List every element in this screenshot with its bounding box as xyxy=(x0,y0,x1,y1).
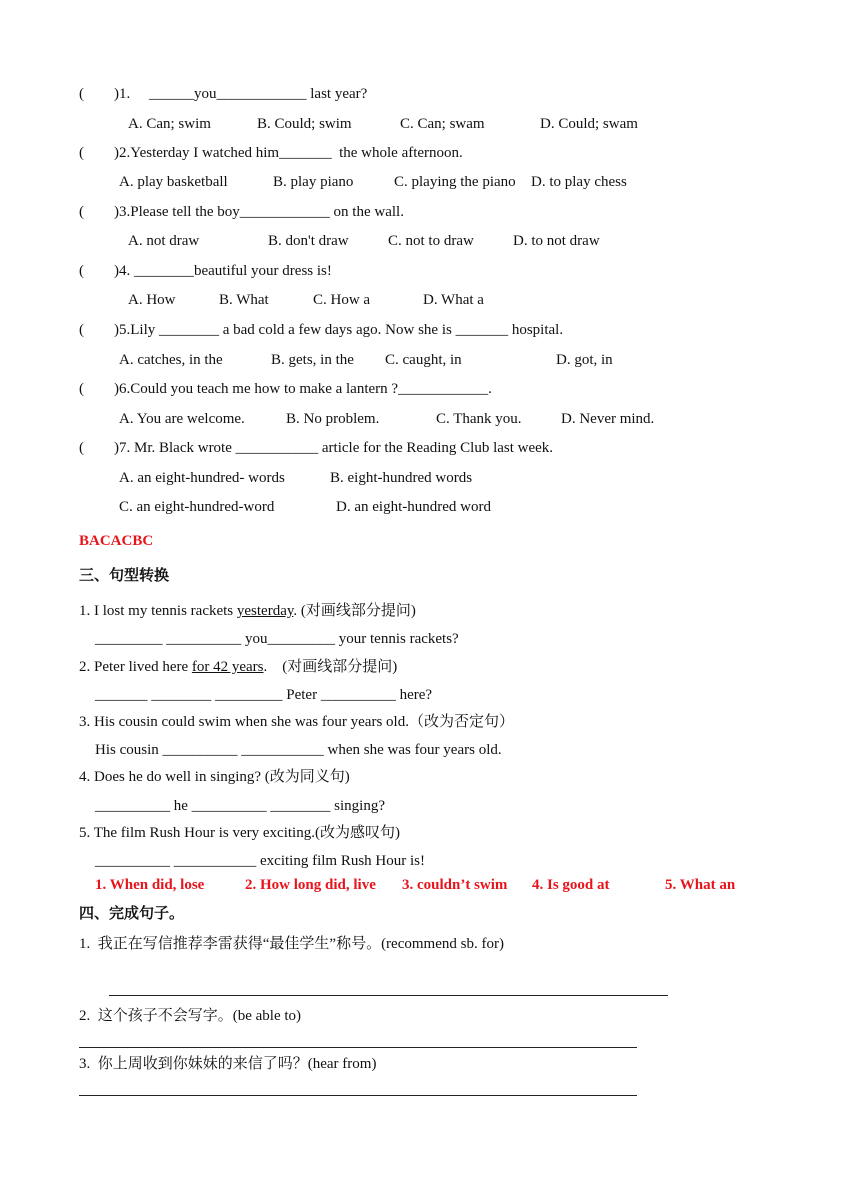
s3-2-pre: 2. Peter lived here xyxy=(79,659,192,675)
q7-option-a: A. an eight-hundred- words xyxy=(119,470,285,486)
s3-sentence-1 xyxy=(79,601,416,621)
s3-sentence-2 xyxy=(79,657,397,677)
q7-option-d: D. an eight-hundred word xyxy=(336,499,491,515)
q2-option-b: B. play piano xyxy=(273,174,354,190)
s3-answer-1: 1. When did, lose xyxy=(95,877,205,893)
q6-option-c: C. Thank you. xyxy=(436,411,522,427)
s3-fill-3: His cousin __________ ___________ when she was four years old. xyxy=(95,742,502,758)
s3-2-underlined: for 42 years xyxy=(191,659,264,675)
q4-option-c: C. How a xyxy=(313,292,371,308)
question-1-stem: ( )1. ______you____________ last year? xyxy=(79,86,368,102)
q6-option-b: B. No problem. xyxy=(286,411,380,427)
q7-option-c: C. an eight-hundred-word xyxy=(119,499,275,515)
s4-answer-line-2 xyxy=(79,1047,637,1048)
s4-answer-line-1 xyxy=(109,995,668,996)
q5-option-a: A. catches, in the xyxy=(119,352,223,368)
s3-answer-4: 4. Is good at xyxy=(532,877,610,893)
q1-option-b: B. Could; swim xyxy=(257,116,352,132)
s3-sentence-5: 5. The film Rush Hour is very exciting.(改为感叹句) xyxy=(79,825,400,841)
question-3-stem: ( )3.Please tell the boy____________ on the wall. xyxy=(79,204,404,220)
question-6-stem: ( )6.Could you teach me how to make a lantern ?____________. xyxy=(79,381,492,397)
q6-option-d: D. Never mind. xyxy=(561,411,655,427)
q5-option-d: D. got, in xyxy=(556,352,613,368)
s3-fill-5: __________ ___________ exciting film Rush Hour is! xyxy=(95,853,425,869)
s3-1-post: . (对画线部分提问) xyxy=(293,603,416,619)
q1-option-d: D. Could; swam xyxy=(540,116,638,132)
section-4-title: 四、完成句子。 xyxy=(79,906,185,922)
s4-question-3: 3. 你上周收到你妹妹的来信了吗？(hear from) xyxy=(79,1056,377,1072)
s3-fill-1: _________ __________ you_________ your tennis rackets? xyxy=(95,631,459,647)
question-4-stem: ( )4. ________beautiful your dress is! xyxy=(79,263,332,279)
q1-option-c: C. Can; swam xyxy=(400,116,485,132)
q1-option-a: A. Can; swim xyxy=(128,116,211,132)
question-5-stem: ( )5.Lily ________ a bad cold a few days ago. Now she is _______ hospital. xyxy=(79,322,564,338)
s3-answer-3: 3. couldn’t swim xyxy=(402,877,508,893)
mc-answer-key: BACACBC xyxy=(79,533,154,549)
s3-2-post: . (对画线部分提问) xyxy=(263,659,398,675)
q4-option-d: D. What a xyxy=(423,292,484,308)
q3-option-c: C. not to draw xyxy=(388,233,474,249)
s3-1-underlined: yesterday xyxy=(236,603,294,619)
s4-question-1: 1. 我正在写信推荐李雷获得“最佳学生”称号。(recommend sb. for) xyxy=(79,936,504,952)
q2-option-c: C. playing the piano xyxy=(394,174,516,190)
question-2-stem: ( )2.Yesterday I watched him_______ the whole afternoon. xyxy=(79,145,463,161)
s3-1-pre: 1. I lost my tennis rackets xyxy=(79,603,237,619)
s3-sentence-3: 3. His cousin could swim when she was four years old.（改为否定句） xyxy=(79,714,514,730)
q2-option-a: A. play basketball xyxy=(119,174,228,190)
q4-option-b: B. What xyxy=(219,292,269,308)
q3-option-d: D. to not draw xyxy=(513,233,600,249)
q6-option-a: A. You are welcome. xyxy=(119,411,245,427)
q5-option-c: C. caught, in xyxy=(385,352,462,368)
q2-option-d: D. to play chess xyxy=(531,174,627,190)
q3-option-b: B. don't draw xyxy=(268,233,349,249)
s4-question-2: 2. 这个孩子不会写字。(be able to) xyxy=(79,1008,302,1024)
q7-option-b: B. eight-hundred words xyxy=(330,470,473,486)
s3-sentence-4: 4. Does he do well in singing? (改为同义句) xyxy=(79,769,350,785)
q3-option-a: A. not draw xyxy=(128,233,200,249)
q5-option-b: B. gets, in the xyxy=(271,352,354,368)
s3-answer-5: 5. What an xyxy=(665,877,736,893)
s3-fill-4: __________ he __________ ________ singing? xyxy=(95,798,385,814)
question-7-stem: ( )7. Mr. Black wrote ___________ article for the Reading Club last week. xyxy=(79,440,554,456)
section-3-title: 三、句型转换 xyxy=(79,568,170,584)
q4-option-a: A. How xyxy=(128,292,176,308)
s4-answer-line-3 xyxy=(79,1095,637,1096)
s3-fill-2: _______ ________ _________ Peter __________ here? xyxy=(95,687,433,703)
s3-answer-2: 2. How long did, live xyxy=(245,877,376,893)
